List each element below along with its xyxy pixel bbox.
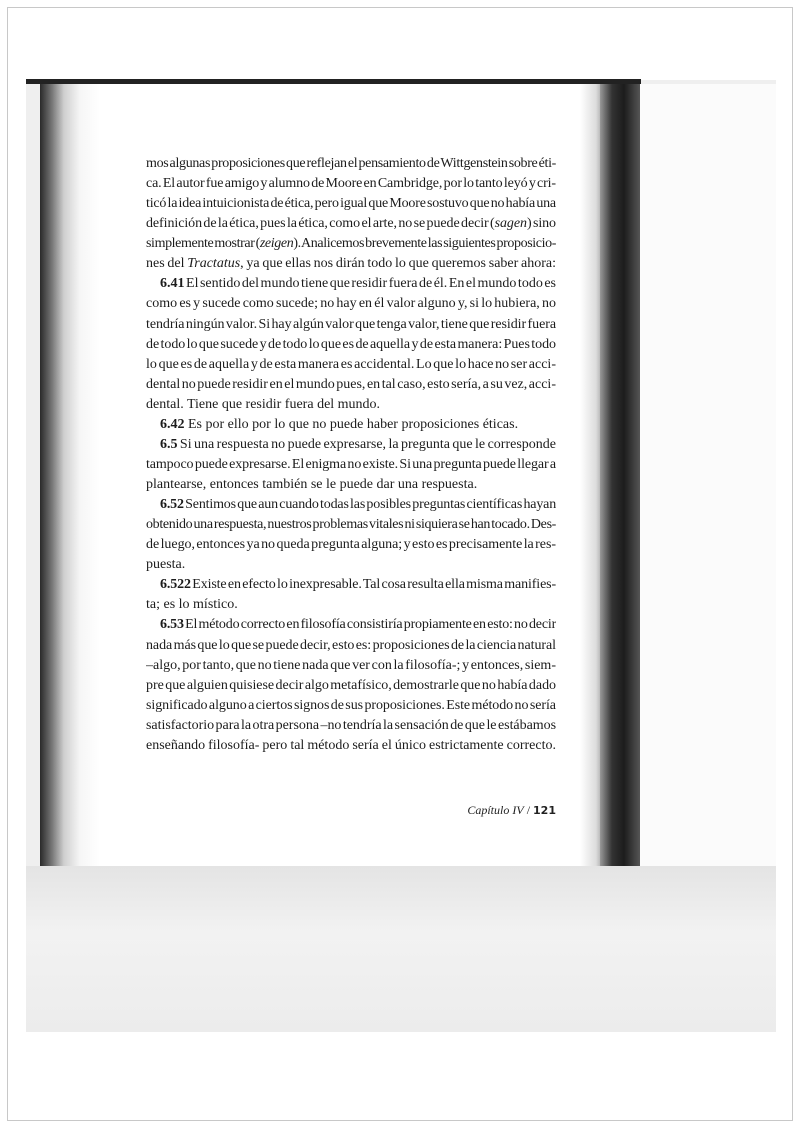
line-text-cont: ) sino [526,216,556,232]
line-text: como es y sucede como sucede; no hay en él valor alguno y, si lo hubiera, no [146,296,556,312]
proposition-line [146,274,556,294]
line-content [146,214,556,234]
line-content [146,636,556,656]
line-text: Es por ello por lo que no puede haber proposiciones éticas. [184,416,519,432]
text-line [146,315,556,335]
page-number: 121 [533,804,556,817]
proposition-number: 6.53 [160,617,184,633]
line-content [160,615,556,635]
text-line [146,395,556,415]
text-line [146,455,556,475]
line-text: Sentimos que aun cuando todas las posibles preguntas científicas hayan [183,497,556,513]
line-text: El método correcto en filosofía consistiría propiamente en esto: no decir [183,617,556,633]
line-content [146,234,556,254]
line-content [160,495,556,515]
line-text: ta; es lo místico. [146,597,238,613]
line-text: satisfactorio para la otra persona –no tendría la sensación de que le estábamos [146,717,556,733]
line-text: plantearse, entonces también se le puede dar una respuesta. [146,477,478,492]
line-text: simplemente mostrar ( [146,236,260,252]
running-footer [467,803,556,818]
text-line [146,696,556,716]
book-edge-shadow [600,84,640,866]
line-content [160,415,518,435]
line-content [146,535,556,555]
line-text: –algo, por tanto, que no tiene nada que ver con la filosofía-; y entonces, siem- [146,657,556,673]
line-content [160,435,556,455]
line-text: pre que alguien quisiese decir algo metafísico, demostrarle que no había dado [146,677,556,693]
line-content [146,154,556,174]
text-line [146,154,556,174]
text-line [146,475,556,495]
text-line [146,355,556,375]
line-content [146,294,556,314]
text-line [146,736,556,756]
line-content [146,716,556,736]
text-line [146,636,556,656]
proposition-number: 6.41 [160,276,185,292]
line-content [146,475,477,495]
line-text: mos algunas proposiciones que reflejan el pensamiento de Wittgenstein sobre éti- [146,156,556,171]
line-text: El sentido del mundo tiene que residir fuera de él. En el mundo todo es [184,276,556,292]
scan-top-edge [26,79,641,84]
line-content [146,174,556,194]
line-content [146,696,556,716]
chapter-label: Capítulo IV [467,803,524,817]
text-line [146,194,556,214]
line-text: nada más que lo que se puede decir, esto es: proposiciones de la ciencia natural [146,637,556,653]
body-text [146,154,556,756]
line-text: de luego, entonces ya no queda pregunta alguna; y esto es precisamente la res- [146,537,556,553]
proposition-line [146,495,556,515]
line-text: obtenido una respuesta, nuestros problemas vitales ni siquiera se han tocado. Des- [146,517,556,533]
text-line [146,254,556,274]
proposition-number: 6.52 [160,497,184,513]
line-content [146,736,556,756]
line-text: tendría ningún valor. Si hay algún valor que tenga valor, tiene que residir fuera [146,316,556,332]
line-text: de todo lo que sucede y de todo lo que es de aquella y de esta manera: Pues todo [146,336,556,352]
line-content [146,375,556,395]
italic-term: zeigen [259,236,294,252]
line-text: lo que es de aquella y de esta manera es accidental. Lo que lo hace no ser acci- [146,356,556,372]
line-text: definición de la ética, pues la ética, como el arte, no se puede decir ( [146,216,495,232]
line-text-cont: , ya que ellas nos dirán todo lo que queremos saber ahora: [240,256,556,272]
line-content [146,254,556,274]
line-content [146,595,238,615]
line-content [160,575,556,595]
scanner-bed [640,84,776,866]
line-content [146,355,556,375]
line-content [146,315,556,335]
line-text: Existe en efecto lo inexpresable. Tal cosa resulta ella misma manifies- [190,577,556,593]
proposition-line [146,575,556,595]
text-line [146,234,556,254]
text-line [146,555,556,575]
proposition-line [146,615,556,635]
text-line [146,595,556,615]
line-content [160,274,556,294]
text-line [146,716,556,736]
proposition-line [146,435,556,455]
text-line [146,656,556,676]
line-content [146,676,556,696]
line-text: ticó la idea intuicionista de ética, pero igual que Moore sostuvo que no había una [146,196,556,212]
line-content [146,194,556,214]
italic-term: Tractatus [187,256,241,272]
proposition-line [146,415,556,435]
line-text: nes del [146,256,188,272]
text-line [146,294,556,314]
line-text: enseñando filosofía- pero tal método sería el único estrictamente correcto. [146,737,556,753]
line-text: puesta. [146,557,186,573]
proposition-number: 6.522 [160,577,191,593]
line-text-cont: ). Analicemos brevemente las siguientes proposicio- [293,236,556,252]
line-text: significado alguno a ciertos signos de sus proposiciones. Este método no sería [146,697,556,713]
line-content [146,656,556,676]
italic-term: sagen [494,216,527,232]
line-text: Si una respuesta no puede expresarse, la pregunta que le corresponde [177,436,556,452]
text-line [146,214,556,234]
text-line [146,515,556,535]
text-line [146,174,556,194]
proposition-number: 6.5 [160,436,178,452]
text-line [146,335,556,355]
line-content [146,335,556,355]
line-content [146,515,556,535]
line-text: dental. Tiene que residir fuera del mundo. [146,396,381,412]
text-line [146,375,556,395]
line-text: dental no puede residir en el mundo pues, en tal caso, esto sería, a su vez, acci- [146,376,556,392]
line-text: tampoco puede expresarse. El enigma no existe. Si una pregunta puede llegar a [146,456,556,472]
line-content [146,555,185,575]
scanner-bed-bottom [26,866,776,1032]
line-content [146,455,556,475]
text-line [146,676,556,696]
text-line [146,535,556,555]
proposition-number: 6.42 [160,416,185,432]
footer-separator: / [523,803,534,817]
line-text: ca. El autor fue amigo y alumno de Moore en Cambridge, por lo tanto leyó y cri- [146,176,556,192]
line-content [146,395,380,415]
